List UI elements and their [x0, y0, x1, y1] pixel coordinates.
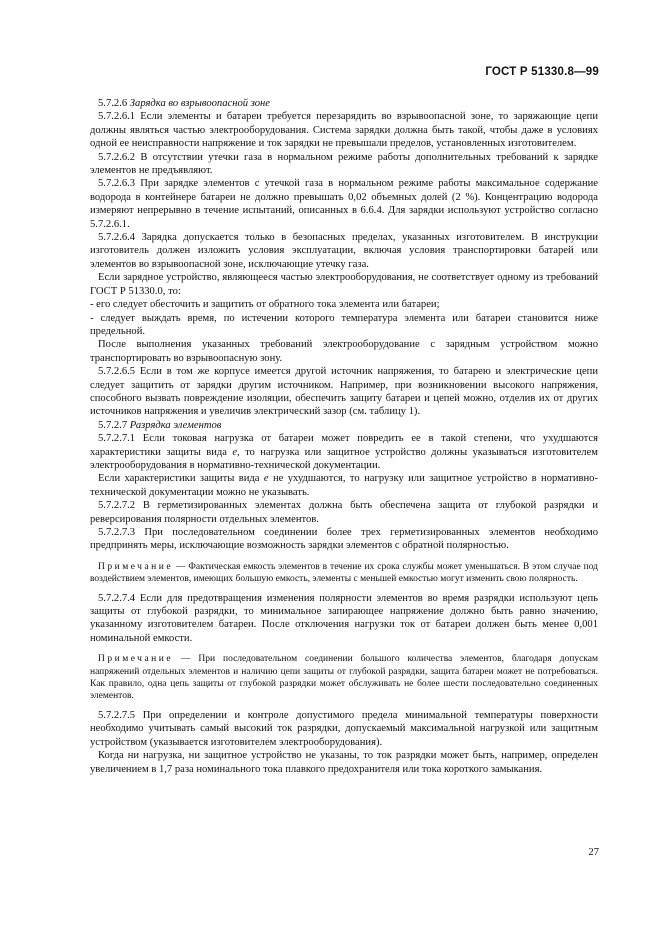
- section-number: 5.7.2.7: [98, 419, 128, 431]
- paragraph-5-7-2-7-1: 5.7.2.7.1 Если токовая нагрузка от батареи может повредить ее в такой степени, что ухудшаются характеристики защиты вида е, то нагрузка или защитное устройство должны указываться изготовителем электрооборудования в нормативно-технической документации.: [90, 433, 599, 471]
- list-item-wait-time: - следует выждать время, по истечении которого температура элемента или батареи становится ниже предельной.: [90, 312, 598, 337]
- page-number: 27: [588, 847, 599, 858]
- paragraph-5-7-2-6-4: 5.7.2.6.4 Зарядка допускается только в безопасных пределах, указанных изготовителем. В инструкции изготовитель должен изложить условия эксплуатации, включая условия транспортировки батарей или элементов во взрывоопасной зоне, исключающие утечку газа.: [90, 232, 598, 270]
- note-label: Примечание: [98, 654, 174, 665]
- document-body: [90, 97, 598, 776]
- section-number: 5.7.2.6: [98, 98, 128, 109]
- paragraph-protection-ok: Если характеристики защиты вида е не ухудшаются, то нагрузку или защитное устройство в нормативно-технической документации можно не указывать.: [90, 473, 598, 498]
- note-text: — При последовательном соединении большого количества элементов, благодаря допускам напряжений отдельных элементов и наличию цепи защиты от глубокой разрядки, защита батареи может не потребоваться. Как правило, одна цепь защиты от глубокой разрядки может обслуживать не более шести последовательно соединенных элементов.: [90, 654, 598, 702]
- paragraph-transport: После выполнения указанных требований электрооборудование с зарядным устройством можно транспортировать во взрывоопасную зону.: [90, 339, 598, 364]
- document-header: ГОСТ Р 51330.8—99: [485, 66, 599, 78]
- note-capacity: [90, 561, 598, 586]
- paragraph-5-7-2-7-4: 5.7.2.7.4 Если для предотвращения изменения полярности элементов во время разрядки используют цепь защиты от глубокой разрядки, то минимальное запирающее напряжение должно быть равно значению, указанному изготовителем батареи. После отключения нагрузки ток от батареи должен быть менее 0,001 номинальной емкости.: [90, 592, 598, 644]
- note-text: — Фактическая емкость элементов в течение их срока службы может уменьшаться. В этом случае под воздействием элементов, имеющих большую емкость, элементы с меньшей емкостью могут изменить свою полярность.: [90, 561, 598, 585]
- section-title: Зарядка во взрывоопасной зоне: [129, 98, 270, 109]
- paragraph-discharge-current: Когда ни нагрузка, ни защитное устройство не указаны, то ток разрядки может быть, например, определен увеличением в 1,7 раза номинального тока плавкого предохранителя или тока короткого замыкания.: [90, 750, 598, 775]
- section-heading-5-7-2-6: [90, 97, 598, 110]
- note-label: Примечание: [98, 561, 174, 572]
- paragraph-5-7-2-7-3: 5.7.2.7.3 При последовательном соединении более трех герметизированных элементов необходимо предпринять меры, исключающие возможность зарядки элементов с обратной полярностью.: [90, 527, 598, 552]
- section-heading-5-7-2-7: [90, 419, 598, 432]
- list-item-deenergize: - его следует обесточить и защитить от обратного тока элемента или батареи;: [90, 299, 440, 311]
- paragraph-5-7-2-6-1: 5.7.2.6.1 Если элементы и батареи требуется перезарядить во взрывоопасной зоне, то заряжающие цепи должны являться частью электрооборудования. Система зарядки должна быть такой, чтобы даже в условиях одной ее неисправности напряжение и ток зарядки не превышали пределов, установленных изготовителем.: [90, 111, 598, 150]
- paragraph-5-7-2-6-2: 5.7.2.6.2 В отсутствии утечки газа в нормальном режиме работы дополнительных требований к зарядке элементов не предъявляют.: [90, 151, 598, 177]
- section-title: Разрядка элементов: [129, 419, 222, 431]
- paragraph-5-7-2-7-5: 5.7.2.7.5 При определении и контроле допустимого предела минимальной температуры поверхности необходимо учитывать самый высокий ток разрядки, допускаемый максимальной нагрузкой или защитным устройством (указывается изготовителем электрооборудования).: [90, 709, 598, 748]
- paragraph-charger-requirements: Если зарядное устройство, являющееся частью электрооборудования, не соответствует одному из требований ГОСТ Р 51330.0, то:: [90, 272, 598, 297]
- paragraph-5-7-2-6-5: 5.7.2.6.5 Если в том же корпусе имеется другой источник напряжения, то батарею и электрические цепи следует защитить от зарядки другим источником. Например, при возникновении высокого напряжения, способного вызвать повреждение изоляции, обеспечить защиту батареи и цепей можно, отделив их от других источников напряжения и увеличив электрический зазор (см. таблицу 1).: [90, 366, 598, 418]
- note-series-connection: [90, 653, 598, 703]
- paragraph-5-7-2-7-2: 5.7.2.7.2 В герметизированных элементах должна быть обеспечена защита от глубокой разрядки и реверсирования полярности отдельных элементов.: [90, 500, 598, 525]
- paragraph-5-7-2-6-3: 5.7.2.6.3 При зарядке элементов с утечкой газа в нормальном режиме работы максимальное содержание водорода в контейнере батареи не должно превышать 0,02 объемных долей (2 %). Концентрацию водорода измеряют непрерывно в течение испытаний, описанных в 6.6.4. Для зарядки используют устройство согласно 5.7.2.6.1.: [90, 178, 598, 230]
